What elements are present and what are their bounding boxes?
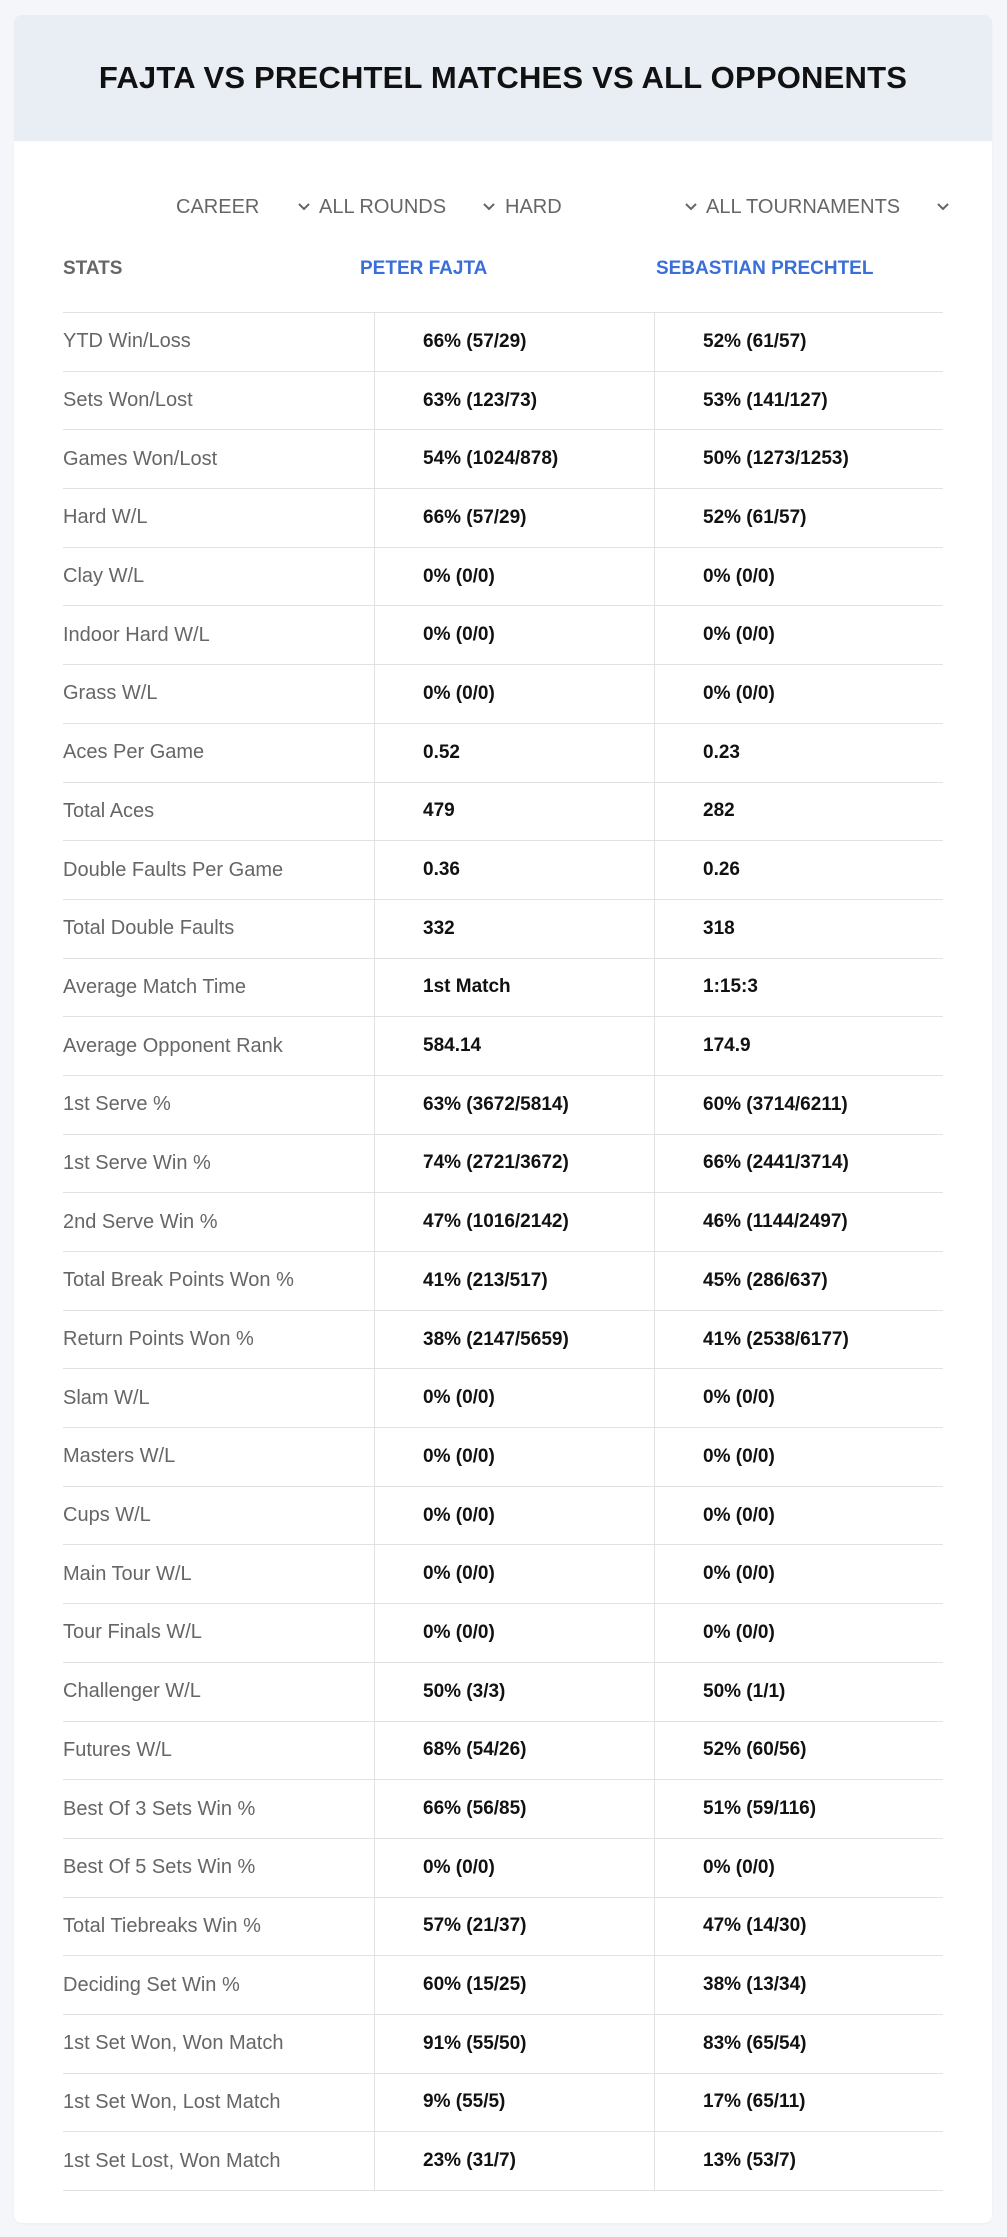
- table-row: [63, 841, 943, 900]
- player1-cell: [374, 1311, 655, 1369]
- player1-cell: [374, 1722, 655, 1780]
- player1-cell: [374, 430, 655, 488]
- player1-value: 47% (1016/2142): [423, 1211, 569, 1233]
- player1-cell: [374, 1076, 655, 1134]
- table-row: [63, 489, 943, 548]
- stat-label: Tour Finals W/L: [63, 1621, 202, 1644]
- player1-cell: [374, 900, 655, 958]
- stat-label: Best Of 5 Sets Win %: [63, 1856, 256, 1879]
- player1-cell: [374, 606, 655, 664]
- player2-value: 0% (0/0): [703, 1445, 775, 1467]
- stat-label: Futures W/L: [63, 1738, 172, 1761]
- player2-cell: [654, 841, 944, 899]
- player1-cell: [374, 1487, 655, 1545]
- table-row: [63, 2132, 943, 2191]
- table-header: [63, 255, 943, 311]
- player1-value: 74% (2721/3672): [423, 1152, 569, 1174]
- player2-cell: [654, 1545, 944, 1603]
- player2-link[interactable]: SEBASTIAN PRECHTEL: [656, 258, 874, 279]
- tournament-select-value: ALL TOURNAMENTS: [706, 195, 901, 218]
- player1-value: 63% (3672/5814): [423, 1093, 569, 1115]
- player2-value: 83% (65/54): [703, 2032, 807, 2054]
- player2-cell: [654, 959, 944, 1017]
- player1-cell: [374, 783, 655, 841]
- table-row: [63, 1780, 943, 1839]
- player2-cell: [654, 1663, 944, 1721]
- period-select[interactable]: [176, 187, 316, 227]
- page-title: FAJTA VS PRECHTEL MATCHES VS ALL OPPONENTS: [98, 60, 908, 95]
- table-row: [63, 959, 943, 1018]
- stat-label: 1st Set Won, Lost Match: [63, 2090, 281, 2113]
- title-bar: [14, 15, 992, 141]
- table-row: [63, 1428, 943, 1487]
- player1-value: 68% (54/26): [423, 1739, 527, 1761]
- player2-cell: [654, 2015, 944, 2073]
- player2-value: 0% (0/0): [703, 1563, 775, 1585]
- player1-value: 23% (31/7): [423, 2150, 516, 2172]
- player2-value: 0.26: [703, 859, 740, 881]
- stat-label: Hard W/L: [63, 506, 148, 529]
- player2-cell: [654, 1252, 944, 1310]
- table-row: [63, 1311, 943, 1370]
- stat-label: Sets Won/Lost: [63, 389, 193, 412]
- player1-value: 0.52: [423, 741, 460, 763]
- player1-cell: [374, 1663, 655, 1721]
- chevron-down-icon: [295, 198, 313, 216]
- player1-cell: [374, 1898, 655, 1956]
- stat-label: Total Break Points Won %: [63, 1269, 294, 1292]
- player2-cell: [654, 1487, 944, 1545]
- stat-label: 1st Serve %: [63, 1093, 171, 1116]
- player2-value: 0% (0/0): [703, 1621, 775, 1643]
- player1-value: 0% (0/0): [423, 1563, 495, 1585]
- player2-cell: [654, 900, 944, 958]
- player1-cell: [374, 841, 655, 899]
- table-row: [63, 783, 943, 842]
- table-row: [63, 606, 943, 665]
- player2-value: 45% (286/637): [703, 1269, 828, 1291]
- table-row: [63, 1898, 943, 1957]
- player2-value: 52% (60/56): [703, 1739, 807, 1761]
- player1-cell: [374, 548, 655, 606]
- player1-cell: [374, 1369, 655, 1427]
- stat-label: Main Tour W/L: [63, 1562, 192, 1585]
- table-row: [63, 1663, 943, 1722]
- player2-value: 66% (2441/3714): [703, 1152, 849, 1174]
- player1-value: 479: [423, 800, 455, 822]
- player1-cell: [374, 959, 655, 1017]
- player2-value: 0% (0/0): [703, 1504, 775, 1526]
- table-row: [63, 1252, 943, 1311]
- stat-label: Grass W/L: [63, 682, 158, 705]
- player1-value: 91% (55/50): [423, 2032, 527, 2054]
- player1-value: 57% (21/37): [423, 1915, 527, 1937]
- stat-label: Clay W/L: [63, 565, 145, 588]
- player2-value: 0% (0/0): [703, 682, 775, 704]
- player1-value: 50% (3/3): [423, 1680, 506, 1702]
- player2-value: 174.9: [703, 1035, 751, 1057]
- player2-value: 1:15:3: [703, 976, 758, 998]
- player1-value: 9% (55/5): [423, 2091, 506, 2113]
- chevron-down-icon: [682, 198, 700, 216]
- table-row: [63, 1604, 943, 1663]
- player1-value: 0% (0/0): [423, 1445, 495, 1467]
- stat-label: 1st Set Lost, Won Match: [63, 2149, 281, 2172]
- player1-value: 38% (2147/5659): [423, 1328, 569, 1350]
- table-row: [63, 2074, 943, 2133]
- player2-cell: [654, 1193, 944, 1251]
- table-row: [63, 1017, 943, 1076]
- player2-value: 0% (0/0): [703, 624, 775, 646]
- player1-cell: [374, 2015, 655, 2073]
- player2-cell: [654, 665, 944, 723]
- table-row: [63, 1956, 943, 2015]
- player1-value: 66% (57/29): [423, 506, 527, 528]
- table-row: [63, 900, 943, 959]
- player2-cell: [654, 548, 944, 606]
- player2-value: 50% (1273/1253): [703, 448, 849, 470]
- player1-cell: [374, 372, 655, 430]
- stat-label: Double Faults Per Game: [63, 858, 284, 881]
- player1-value: 41% (213/517): [423, 1269, 548, 1291]
- player2-cell: [654, 724, 944, 782]
- player2-cell: [654, 313, 944, 371]
- player1-value: 0% (0/0): [423, 1387, 495, 1409]
- stat-label: 2nd Serve Win %: [63, 1210, 218, 1233]
- round-select-value: ALL ROUNDS: [319, 195, 447, 218]
- player1-cell: [374, 1604, 655, 1662]
- player1-value: 0% (0/0): [423, 624, 495, 646]
- player2-value: 52% (61/57): [703, 506, 807, 528]
- player2-cell: [654, 1780, 944, 1838]
- stat-label: 1st Serve Win %: [63, 1151, 211, 1174]
- stat-label: Cups W/L: [63, 1504, 151, 1527]
- player1-cell: [374, 1545, 655, 1603]
- stats-column-header: STATS: [63, 258, 123, 279]
- player1-cell: [374, 1193, 655, 1251]
- table-row: [63, 1076, 943, 1135]
- player1-cell: [374, 665, 655, 723]
- player2-cell: [654, 1428, 944, 1486]
- player2-cell: [654, 1722, 944, 1780]
- player2-cell: [654, 1898, 944, 1956]
- stat-label: Slam W/L: [63, 1386, 150, 1409]
- player1-cell: [374, 1780, 655, 1838]
- player1-link[interactable]: PETER FAJTA: [360, 258, 488, 279]
- player1-value: 1st Match: [423, 976, 511, 998]
- player2-value: 47% (14/30): [703, 1915, 807, 1937]
- player2-cell: [654, 2074, 944, 2132]
- table-row: [63, 1135, 943, 1194]
- player1-cell: [374, 489, 655, 547]
- table-row: [63, 430, 943, 489]
- stat-label: YTD Win/Loss: [63, 330, 191, 353]
- player1-value: 332: [423, 917, 455, 939]
- table-row: [63, 1722, 943, 1781]
- player1-value: 66% (57/29): [423, 330, 527, 352]
- player1-cell: [374, 1839, 655, 1897]
- stat-label: Total Aces: [63, 799, 155, 822]
- table-row: [63, 1839, 943, 1898]
- player2-value: 41% (2538/6177): [703, 1328, 849, 1350]
- stat-label: Games Won/Lost: [63, 447, 218, 470]
- player1-value: 60% (15/25): [423, 1974, 527, 1996]
- table-row: [63, 372, 943, 431]
- stat-label: Best Of 3 Sets Win %: [63, 1797, 256, 1820]
- table-row: [63, 665, 943, 724]
- period-select-value: CAREER: [176, 195, 260, 218]
- player1-cell: [374, 2132, 655, 2190]
- player1-cell: [374, 1252, 655, 1310]
- player1-value: 0% (0/0): [423, 1504, 495, 1526]
- table-row: [63, 1369, 943, 1428]
- stat-label: Masters W/L: [63, 1445, 176, 1468]
- player1-cell: [374, 1135, 655, 1193]
- player2-cell: [654, 1956, 944, 2014]
- player2-value: 282: [703, 800, 735, 822]
- player1-value: 0% (0/0): [423, 565, 495, 587]
- table-row: [63, 548, 943, 607]
- player2-value: 318: [703, 917, 735, 939]
- stat-label: Return Points Won %: [63, 1328, 254, 1351]
- player1-value: 63% (123/73): [423, 389, 538, 411]
- tournament-select[interactable]: [706, 187, 956, 227]
- stat-label: 1st Set Won, Won Match: [63, 2032, 284, 2055]
- table-row: [63, 724, 943, 783]
- player2-value: 53% (141/127): [703, 389, 828, 411]
- stat-label: Total Tiebreaks Win %: [63, 1914, 261, 1937]
- player2-cell: [654, 1839, 944, 1897]
- player2-value: 0% (0/0): [703, 1387, 775, 1409]
- stat-label: Total Double Faults: [63, 917, 235, 940]
- player1-cell: [374, 1017, 655, 1075]
- player1-value: 0% (0/0): [423, 1856, 495, 1878]
- stat-label: Deciding Set Win %: [63, 1973, 240, 1996]
- stat-label: Indoor Hard W/L: [63, 623, 210, 646]
- filter-bar: [14, 187, 992, 227]
- player2-value: 46% (1144/2497): [703, 1211, 848, 1233]
- player2-value: 0% (0/0): [703, 1856, 775, 1878]
- stat-label: Average Opponent Rank: [63, 1034, 283, 1057]
- player2-value: 52% (61/57): [703, 330, 807, 352]
- player1-value: 66% (56/85): [423, 1798, 527, 1820]
- table-row: [63, 1545, 943, 1604]
- table-row: [63, 2015, 943, 2074]
- player1-value: 54% (1024/878): [423, 448, 559, 470]
- player2-value: 0.23: [703, 741, 740, 763]
- player1-cell: [374, 724, 655, 782]
- player2-cell: [654, 372, 944, 430]
- table-row: [63, 313, 943, 372]
- player2-cell: [654, 1135, 944, 1193]
- player1-value: 584.14: [423, 1035, 482, 1057]
- stat-label: Aces Per Game: [63, 741, 205, 764]
- player1-cell: [374, 1428, 655, 1486]
- player1-cell: [374, 313, 655, 371]
- player2-value: 0% (0/0): [703, 565, 775, 587]
- player1-value: 0.36: [423, 859, 460, 881]
- player1-cell: [374, 1956, 655, 2014]
- player1-value: 0% (0/0): [423, 1621, 495, 1643]
- player1-value: 0% (0/0): [423, 682, 495, 704]
- player2-cell: [654, 606, 944, 664]
- player2-cell: [654, 430, 944, 488]
- table-row: [63, 1487, 943, 1546]
- player2-cell: [654, 1311, 944, 1369]
- player2-value: 60% (3714/6211): [703, 1093, 848, 1115]
- table-row: [63, 1193, 943, 1252]
- round-select[interactable]: [319, 187, 499, 227]
- player2-value: 51% (59/116): [703, 1798, 817, 1820]
- stats-table: [63, 312, 943, 2191]
- player2-value: 13% (53/7): [703, 2150, 796, 2172]
- player2-value: 50% (1/1): [703, 1680, 786, 1702]
- stat-label: Average Match Time: [63, 975, 247, 998]
- player2-cell: [654, 489, 944, 547]
- stats-card: [14, 15, 992, 2223]
- player1-cell: [374, 2074, 655, 2132]
- surface-select-value: HARD: [505, 195, 562, 218]
- chevron-down-icon: [934, 198, 952, 216]
- player2-cell: [654, 1369, 944, 1427]
- surface-select[interactable]: [505, 187, 705, 227]
- player2-cell: [654, 1604, 944, 1662]
- player2-value: 38% (13/34): [703, 1974, 807, 1996]
- player2-cell: [654, 2132, 944, 2190]
- stat-label: Challenger W/L: [63, 1680, 201, 1703]
- player2-cell: [654, 1076, 944, 1134]
- player2-cell: [654, 1017, 944, 1075]
- player2-cell: [654, 783, 944, 841]
- player2-value: 17% (65/11): [703, 2091, 806, 2113]
- chevron-down-icon: [480, 198, 498, 216]
